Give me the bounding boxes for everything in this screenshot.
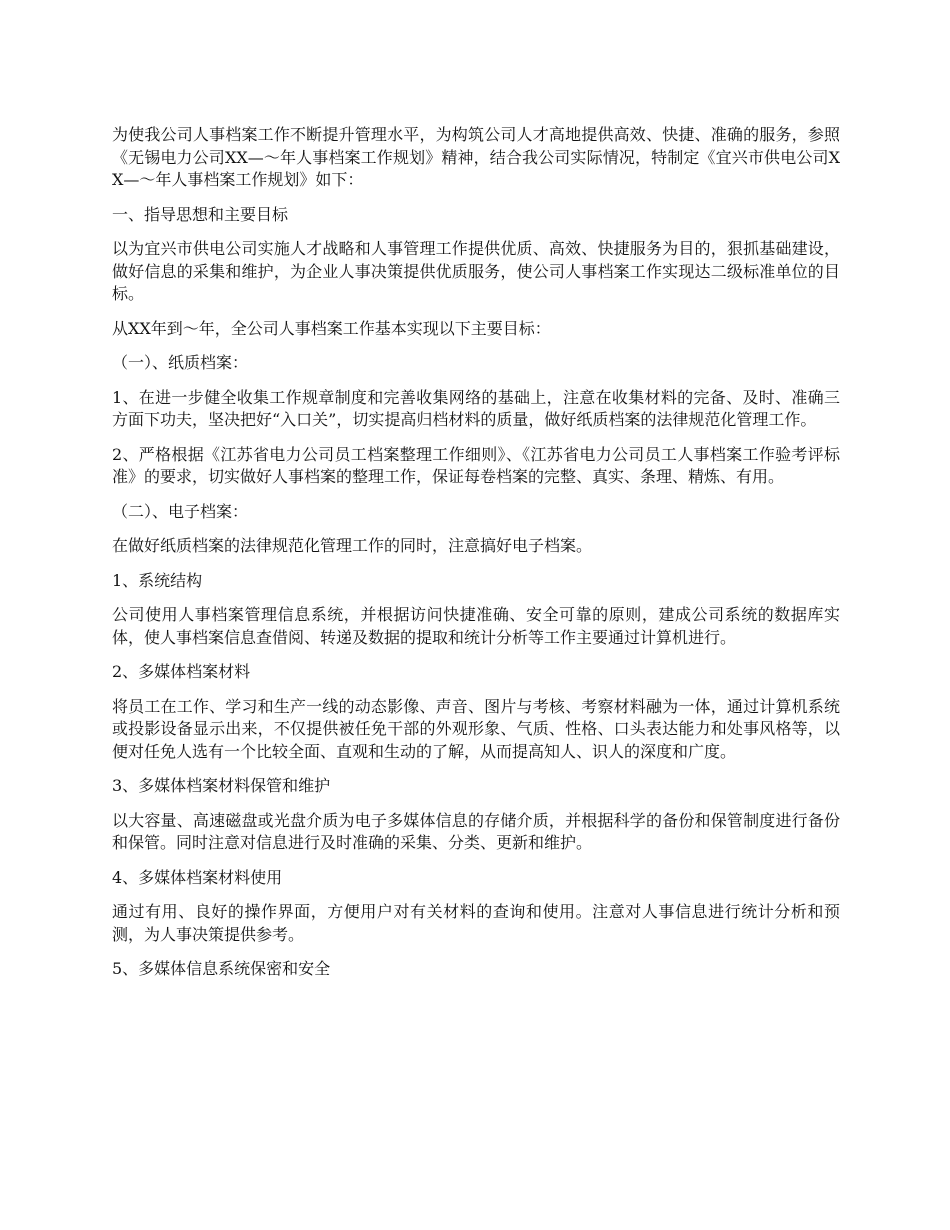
intro-paragraph: 为使我公司人事档案工作不断提升管理水平，为构筑公司人才高地提供高效、快捷、准确的服务，参照《无锡电力公司XX—～年人事档案工作规划》精神，结合我公司实际情况，特制定《宜兴市供电公司XX—～年人事档案工作规划》如下： — [112, 125, 840, 189]
item-heading-multimedia-materials: 2、多媒体档案材料 — [112, 662, 251, 681]
goals-intro-line: 从XX年到～年，全公司人事档案工作基本实现以下主要目标： — [112, 318, 551, 338]
section-heading-guiding-ideas: 一、指导思想和主要目标 — [112, 204, 289, 224]
document-body — [112, 124, 840, 993]
item-heading-system-structure: 1、系统结构 — [112, 570, 203, 590]
paper-archives-item-2: 2、严格根据《江苏省电力公司员工档案整理工作细则》、《江苏省电力公司员工人事档案工作验考评标准》的要求，切实做好人事档案的整理工作，保证每卷档案的完整、真实、条理、精炼、有用。 — [112, 444, 840, 486]
electronic-archives-intro: 在做好纸质档案的法律规范化管理工作的同时，注意搞好电子档案。 — [112, 536, 593, 555]
item-heading-multimedia-storage: 3、多媒体档案材料保管和维护 — [112, 776, 331, 795]
system-structure-paragraph: 公司使用人事档案管理信息系统，并根据访问快捷准确、安全可靠的原则，建成公司系统的数据库实体，使人事档案信息查借阅、转递及数据的提取和统计分析等工作主要通过计算机进行。 — [112, 605, 840, 647]
subsection-heading-paper-archives: （一）、纸质档案： — [112, 353, 249, 372]
subsection-heading-electronic-archives: （二）、电子档案： — [112, 501, 249, 521]
multimedia-usage-paragraph: 通过有用、良好的操作界面，方便用户对有关材料的查询和使用。注意对人事信息进行统计分析和预测，为人事决策提供参考。 — [112, 902, 840, 944]
item-heading-multimedia-usage: 4、多媒体档案材料使用 — [112, 867, 283, 887]
multimedia-materials-paragraph: 将员工在工作、学习和生产一线的动态影像、声音、图片与考核、考察材料融为一体，通过计算机系统或投影设备显示出来，不仅提供被任免干部的外观形象、气质、性格、口头表达能力和处事风格等，以便对任免人选有一个比较全面、直观和生动的了解，从而提高知人、识人的深度和广度。 — [112, 696, 840, 761]
multimedia-storage-paragraph: 以大容量、高速磁盘或光盘介质为电子多媒体信息的存储介质，并根据科学的备份和保管制度进行备份和保管。同时注意对信息进行及时准确的采集、分类、更新和维护。 — [112, 810, 840, 852]
item-heading-multimedia-security: 5、多媒体信息系统保密和安全 — [112, 959, 331, 978]
guiding-ideas-paragraph: 以为宜兴市供电公司实施人才战略和人事管理工作提供优质、高效、快捷服务为目的，狠抓基础建设，做好信息的采集和维护，为企业人事决策提供优质服务，使公司人事档案工作实现达二级标准单位的目标。 — [112, 239, 840, 303]
paper-archives-item-1: 1、在进一步健全收集工作规章制度和完善收集网络的基础上，注意在收集材料的完备、及时、准确三方面下功夫，坚决把好“入口关”，切实提高归档材料的质量，做好纸质档案的法律规范化管理工作。 — [112, 387, 840, 429]
